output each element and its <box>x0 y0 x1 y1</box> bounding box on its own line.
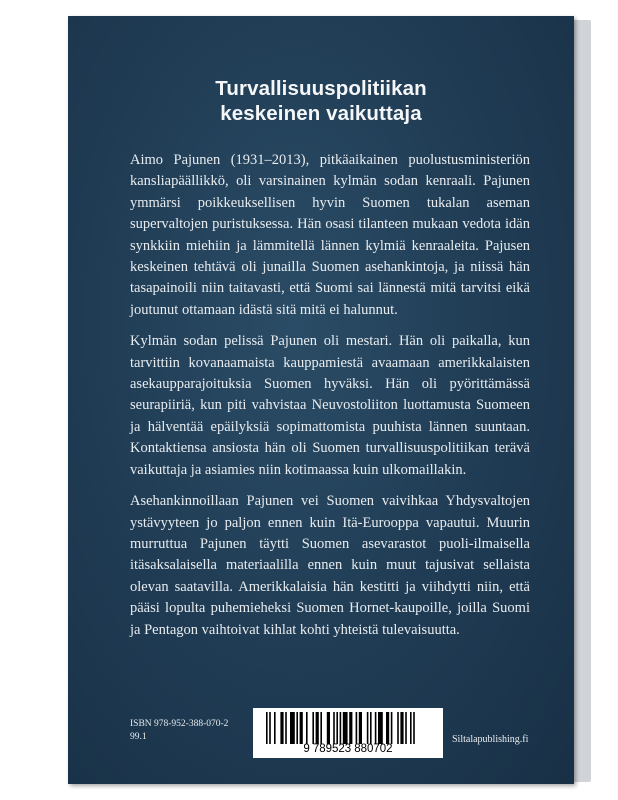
blurb-paragraph-1: Aimo Pajunen (1931–2013), pitkäaikainen puolustusministeriön kansliapäällikkö, oli varsinainen kylmän sodan kenraali. Pajunen ymmärsi poikkeuksellisen hyvin Suomen tukalan aseman supervaltojen puristuksessa. Hän osasi tilanteen mukaan vedota idän synkkiin miehiin ja lämmitellä lännen kylmiä kenraaleita. Pajusen keskeinen tehtävä oli junailla Suomen asehankintoja, ja niissä hän tasapainoili niin taitavasti, että Suomi sai lännestä mitä tarvitsi eikä joutunut ottamaan idästä sitä mitä ei halunnut. <box>130 152 530 318</box>
title-line-1: Turvallisuuspolitiikan <box>215 77 427 100</box>
blurb-paragraph-2: Kylmän sodan pelissä Pajunen oli mestari. Hän oli paikalla, kun tarvittiin kovanaamaista kauppamiestä avaamaan amerikkalaisten asekaupparajoituksia Suomen hyväksi. Hän oli pyörittämässä seurapiiriä, kun piti vahvistaa Neuvostoliiton luottamusta Suomeen ja hälventää epäilyksiä sopimattomista puuhista lännen suuntaan. Kontaktiensa ansiosta hän oli Suomen turvallisuuspolitiikan terävä vaikuttaja ja asiamies niin kotimaassa kuin ulkomaillakin. <box>130 333 530 478</box>
barcode-first-digit: 9 <box>303 743 310 755</box>
blurb-text <box>130 150 530 651</box>
title-line-2: keskeinen vaikuttaja <box>220 102 422 125</box>
isbn-number: ISBN 978-952-388-070-2 <box>130 719 229 729</box>
barcode-digits <box>253 743 443 755</box>
blurb-paragraph-3: Asehankinnoillaan Pajunen vei Suomen vaivihkaa Yhdysvaltojen ystävyyteen jo paljon ennen kuin Itä-Eurooppa vapautui. Muurin murruttua Pajunen täytti Suomen asevarastot puoli-ilmaisella itäsaksalaisella materiaalilla ennen kuin muut tajusivat sellaista olevan saatavilla. Amerikkalaisia hän kestitti ja viihdytti niin, että pääsi lopulta puhemieheksi Suomen Hornet-kaupoille, joilla Suomi ja Pentagon vaihtoivat kihlat kohti yhteistä tulevaisuutta. <box>130 493 530 638</box>
barcode-bars <box>260 712 436 744</box>
publisher-url: Siltalapublishing.fi <box>452 734 529 745</box>
barcode <box>253 708 443 758</box>
barcode-group-1: 789523 <box>312 743 352 755</box>
barcode-group-2: 880702 <box>354 743 393 755</box>
isbn-block <box>130 718 228 744</box>
cover-title <box>68 76 574 126</box>
isbn-classification: 99.1 <box>130 732 147 742</box>
